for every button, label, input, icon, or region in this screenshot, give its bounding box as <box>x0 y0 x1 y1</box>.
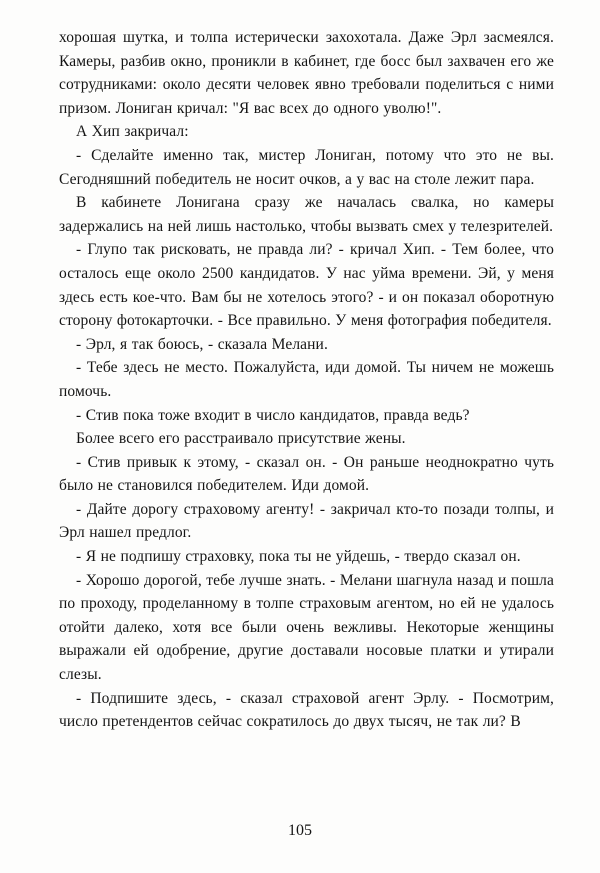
paragraph: Более всего его расстраивало присутствие жены. <box>76 430 406 448</box>
text-block <box>59 26 554 734</box>
paragraph: А Хип закричал: <box>76 123 189 141</box>
paragraph: - Стив пока тоже входит в число кандидатов, правда ведь? <box>76 406 470 424</box>
paragraph: - Хорошо дорогой, тебе лучше знать. - Мелани шагнула назад и пошла по проходу, проделанному в толпе страховым агентом, но ей не удалось отойти далеко, хотя все были очень вежливы. Некоторые женщины выражали ей одобрение, другие доставали носовые платки и утирали слезы. <box>59 571 554 684</box>
paragraph: - Я не подпишу страховку, пока ты не уйдешь, - твердо сказал он. <box>76 548 521 566</box>
paragraph: - Дайте дорогу страховому агенту! - закричал кто-то позади толпы, и Эрл нашел предлог. <box>59 500 554 542</box>
paragraph: - Эрл, я так боюсь, - сказала Мелани. <box>76 335 328 353</box>
paragraph: хорошая шутка, и толпа истерически захохотала. Даже Эрл засмеялся. Камеры, разбив окно, проникли в кабинет, где босс был захвачен его же сотрудниками: около десяти человек явно требовали поделиться с ними призом. Лониган кричал: "Я вас всех до одного уволю!". <box>59 29 554 117</box>
paragraph: - Тебе здесь не место. Пожалуйста, иди домой. Ты ничем не можешь помочь. <box>59 359 554 400</box>
paragraph: В кабинете Лонигана сразу же началась свалка, но камеры задержались на ней лишь настолько, чтобы вызвать смех у телезрителей. <box>59 194 554 235</box>
paragraph: - Сделайте именно так, мистер Лониган, потому что это не вы. Сегодняшний победитель не носит очков, а у вас на столе лежит пара. <box>59 146 554 188</box>
paragraph: - Глупо так рисковать, не правда ли? - кричал Хип. - Тем более, что осталось еще около 2500 кандидатов. У нас уйма времени. Эй, у меня здесь есть кое-что. Вам бы не хотелось этого? - и он показал оборотную сторону фотокарточки. - Все правильно. У меня фотография победителя. <box>59 241 554 330</box>
paragraph: - Подпишите здесь, - сказал страховой агент Эрлу. - Посмотрим, число претендентов сейчас сократилось до двух тысяч, не так ли? В <box>59 689 554 731</box>
paragraph: - Стив привык к этому, - сказал он. - Он раньше неоднократно чуть было не становился победителем. Иди домой. <box>59 453 554 495</box>
page-number: 105 <box>288 822 312 839</box>
